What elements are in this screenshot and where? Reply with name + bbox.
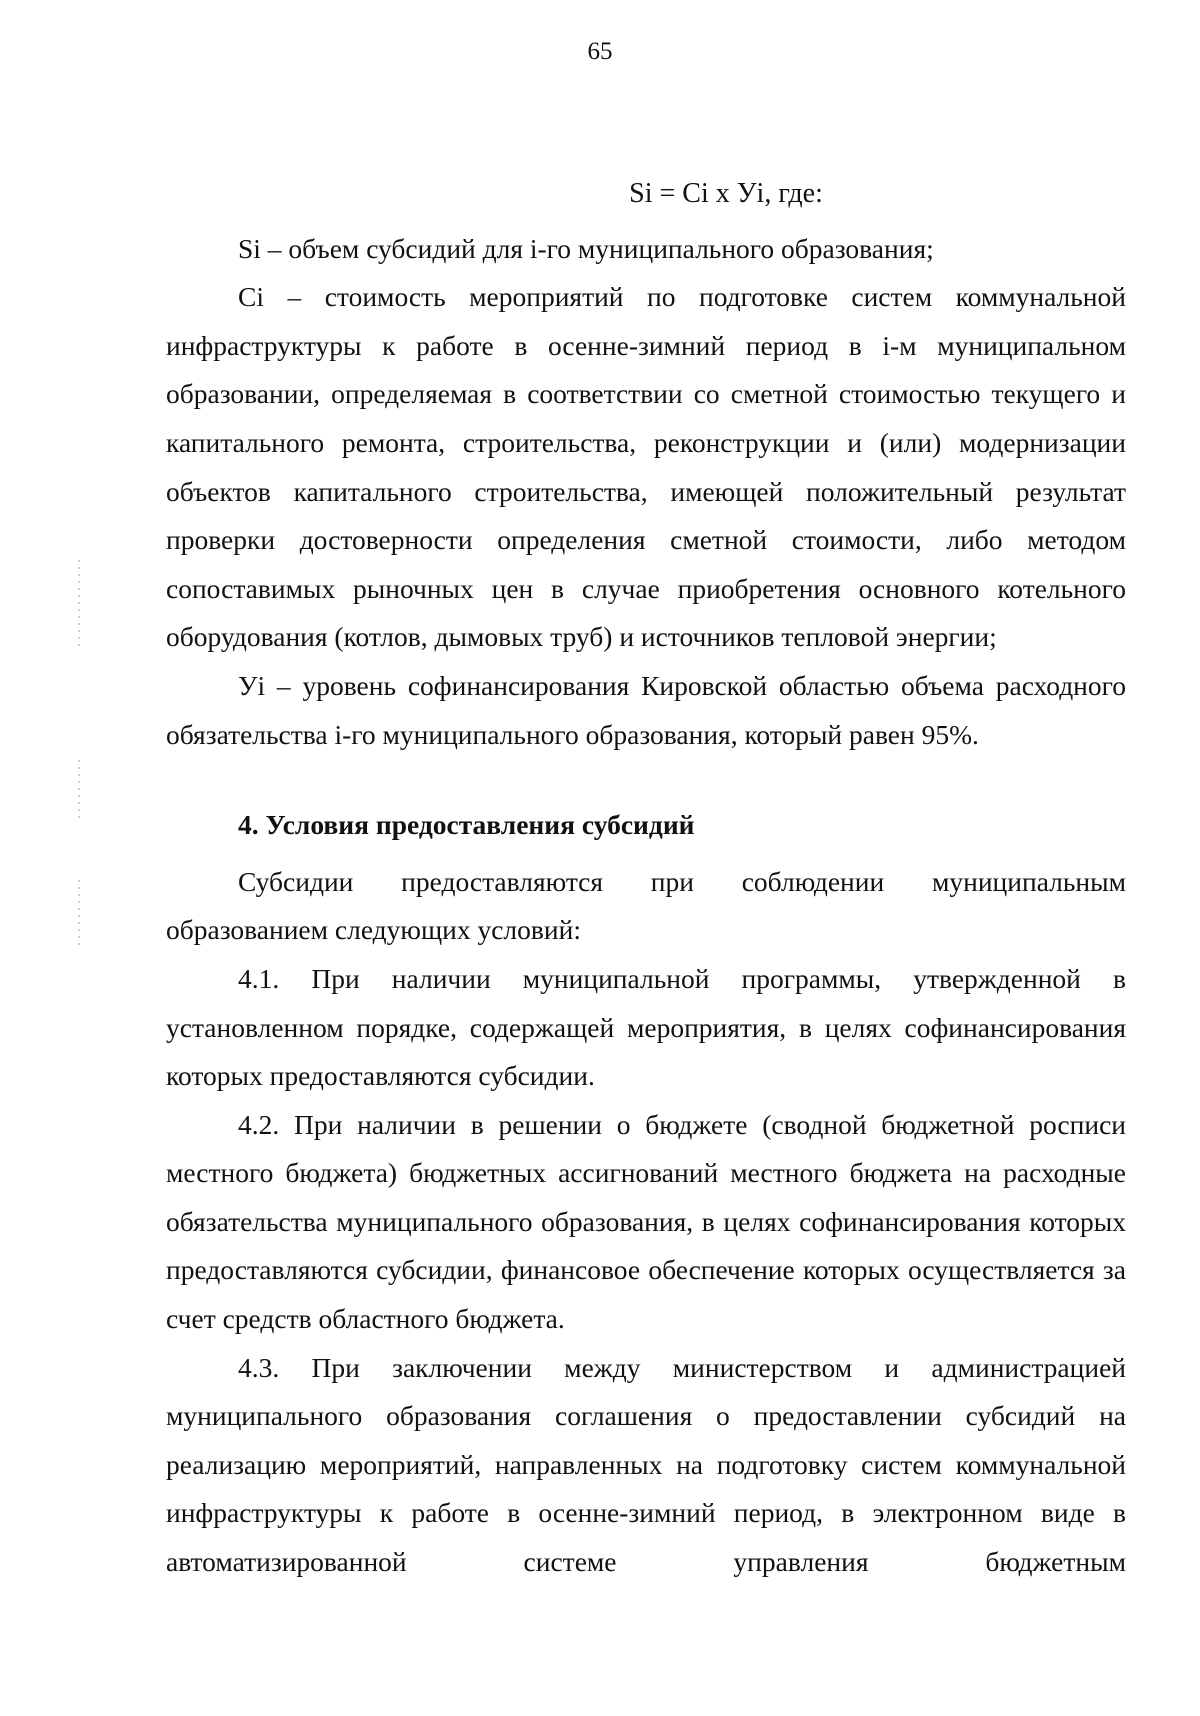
definition-si: Si – объем субсидий для i-го муниципального образования;: [238, 232, 934, 264]
condition-4-3: 4.3. При заключении между министерством и администрацией муниципального образования соглашения о предоставлении субсидий на реализацию мероприятий, направленных на подготовку систем коммунальной инфраструктуры к работе в осенне-зимний период, в электронном виде в автоматизированной системе управления бюджетным: [166, 1351, 1126, 1578]
scan-artifact: [78, 760, 80, 820]
definition-ci: Ci – стоимость мероприятий по подготовке систем коммунальной инфраструктуры к работе в осенне-зимний период в i-м муниципальном образовании, определяемая в соответствии со сметной стоимостью текущего и капитального ремонта, строительства, реконструкции и (или) модернизации объектов капитального строительства, имеющей положительный результат проверки достоверности определения сметной стоимости, либо методом сопоставимых рыночных цен в случае приобретения основного котельного оборудования (котлов, дымовых труб) и источников тепловой энергии;: [166, 281, 1126, 653]
scan-artifact: [78, 880, 80, 950]
section-heading: 4. Условия предоставления субсидий: [238, 809, 695, 841]
section-intro: Субсидии предоставляются при соблюдении муниципальным образованием следующих условий:: [166, 865, 1126, 946]
condition-4-2: 4.2. При наличии в решении о бюджете (сводной бюджетной росписи местного бюджета) бюджетных ассигнований местного бюджета на расходные обязательства муниципального образования, в целях софинансирования которых предоставляются субсидии, финансовое обеспечение которых осуществляется за счет средств областного бюджета.: [166, 1108, 1126, 1335]
definition-yi: Уi – уровень софинансирования Кировской областью объема расходного обязательства i-го муниципального образования, который равен 95%.: [166, 669, 1126, 750]
page-number: 65: [587, 38, 613, 65]
document-body: [166, 170, 1126, 1587]
formula: Si = Ci x Уi, где:: [629, 178, 823, 209]
scan-artifact: [78, 560, 80, 650]
condition-4-1: 4.1. При наличии муниципальной программы, утвержденной в установленном порядке, содержащей мероприятия, в целях софинансирования которых предоставляются субсидии.: [166, 962, 1126, 1092]
